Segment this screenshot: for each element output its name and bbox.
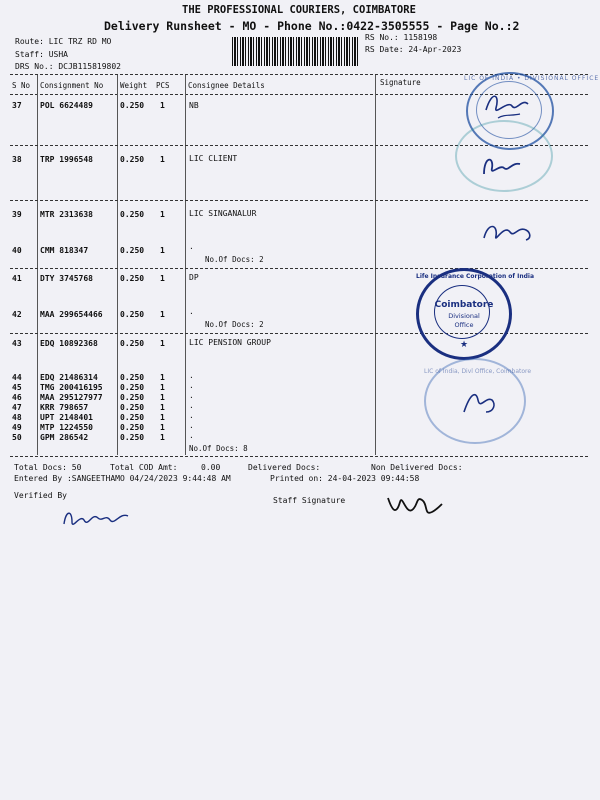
printed-on: Printed on: 24-04-2023 09:44:58 [270,474,420,483]
row-rule [10,200,588,201]
stamp-text: LIC OF INDIA • DIVISIONAL OFFICE [464,75,600,82]
row-sno: 40 [12,246,22,255]
row-pcs: 1 [160,393,165,402]
row-weight: 0.250 [120,403,145,412]
row-consignee: LIC CLIENT [189,154,238,163]
col-line [185,75,186,455]
row-weight: 0.250 [120,383,145,392]
row-pcs: 1 [160,433,165,442]
row-pcs: 1 [160,373,165,382]
non-delivered-docs: Non Delivered Docs: [371,463,463,472]
row-weight: 0.250 [120,246,145,255]
signature-row-38 [478,148,528,183]
row-consignee: . [189,371,194,380]
total-docs: Total Docs: 50 [14,463,82,472]
row-sno: 46 [12,393,22,402]
row-pcs: 1 [160,274,165,283]
row-consignee: DP [189,273,199,282]
rs-number: RS No.: 1158198 [365,33,438,42]
row-sno: 42 [12,310,22,319]
row-sno: 44 [12,373,22,382]
row-sno: 50 [12,433,22,442]
row-consignment: UPT 2148401 [40,413,93,422]
row-consignee: LIC PENSION GROUP [189,338,271,347]
entered-by: Entered By :SANGEETHAMO 04/24/2023 9:44:48 AM [14,474,231,483]
row-sno: 45 [12,383,22,392]
row-sno: 41 [12,274,22,283]
row-consignment: EDQ 21486314 [40,373,98,382]
row-weight: 0.250 [120,423,145,432]
row-pcs: 1 [160,403,165,412]
stamp-city: Coimbatore [434,300,494,310]
row-consignment: KRR 798657 [40,403,89,412]
row-pcs: 1 [160,310,165,319]
lic-stamp-main [416,268,535,360]
row-sno: 49 [12,423,22,432]
row-consignment: TMG 200416195 [40,383,103,392]
row-weight: 0.250 [120,310,145,319]
row-sno: 39 [12,210,22,219]
row-consignee: . [189,307,194,316]
row-pcs: 1 [160,210,165,219]
total-cod-label: Total COD Amt: [110,463,178,472]
staff-signature-label: Staff Signature [273,496,346,505]
row-weight: 0.250 [120,373,145,382]
row-consignment: POL 6624489 [40,101,93,110]
total-cod-value: 0.00 [201,463,221,472]
row-pcs: 1 [160,155,165,164]
verified-by-label: Verified By [14,491,67,500]
staff-signature [382,490,446,526]
row-weight: 0.250 [120,393,145,402]
row-consignee: . [189,242,194,251]
row-consignment: MTP 1224550 [40,423,93,432]
row-consignee: NB [189,101,199,110]
row-weight: 0.250 [120,155,145,164]
signature-row-37 [478,80,538,130]
row-consignee: . [189,381,194,390]
col-pcs: PCS [156,81,170,90]
col-sno: S No [12,81,31,90]
docs-count: No.Of Docs: 8 [189,444,248,453]
row-weight: 0.250 [120,101,145,110]
row-consignment: DTY 3745768 [40,274,93,283]
drs-number: DRS No.: DCJB115819802 [15,62,121,71]
delivered-docs: Delivered Docs: [248,463,321,472]
row-consignee: . [189,411,194,420]
row-pcs: 1 [160,101,165,110]
col-consignment: Consignment No [40,81,104,90]
row-pcs: 1 [160,246,165,255]
row-sno: 43 [12,339,22,348]
row-pcs: 1 [160,423,165,432]
row-weight: 0.250 [120,274,145,283]
row-weight: 0.250 [120,433,145,442]
stamp-ring-text: Life Insurance Corporation of India [416,273,535,280]
row-weight: 0.250 [120,339,145,348]
row-consignment: CMM 818347 [40,246,89,255]
stamp-ring-text: LIC of India, Divl Office, Coimbatore [424,368,532,375]
col-weight: Weight [120,81,148,90]
row-consignee: . [189,421,194,430]
docs-count: No.Of Docs: 2 [205,320,264,329]
staff-label: Staff: USHA [15,50,68,59]
row-consignee: . [189,391,194,400]
row-consignment: EDQ 10892368 [40,339,98,348]
col-line [37,75,38,455]
row-consignee: . [189,431,194,440]
rs-date: RS Date: 24-Apr-2023 [365,45,462,54]
row-consignment: MAA 295127977 [40,393,103,402]
route-label: Route: LIC TRZ RD MO [15,37,112,46]
row-sno: 48 [12,413,22,422]
verified-by-signature [58,500,138,535]
barcode [232,37,360,66]
row-consignee: LIC SINGANALUR [189,209,257,218]
col-consignee: Consignee Details [188,81,265,90]
row-consignment: TRP 1996548 [40,155,93,164]
stamp-division: Divisional [448,312,480,320]
col-line [375,75,376,455]
row-weight: 0.250 [120,210,145,219]
col-line [117,75,118,455]
company-title: THE PROFESSIONAL COURIERS, COIMBATORE [182,4,416,16]
stamp-office: Office [454,321,474,329]
signature-row-44 [458,382,506,422]
row-sno: 37 [12,101,22,110]
row-pcs: 1 [160,383,165,392]
row-sno: 47 [12,403,22,412]
row-sno: 38 [12,155,22,164]
signature-row-39 [478,212,538,252]
table-bottom-rule [10,456,588,457]
row-consignment: MAA 299654466 [40,310,103,319]
runsheet-title: Delivery Runsheet - MO - Phone No.:0422-3505555 - Page No.:2 [104,19,520,33]
row-pcs: 1 [160,413,165,422]
col-signature: Signature [380,78,421,87]
row-consignment: GPM 286542 [40,433,89,442]
row-consignee: . [189,401,194,410]
row-pcs: 1 [160,339,165,348]
row-consignment: MTR 2313638 [40,210,93,219]
row-weight: 0.250 [120,413,145,422]
star-icon: ★ [459,340,469,350]
docs-count: No.Of Docs: 2 [205,255,264,264]
